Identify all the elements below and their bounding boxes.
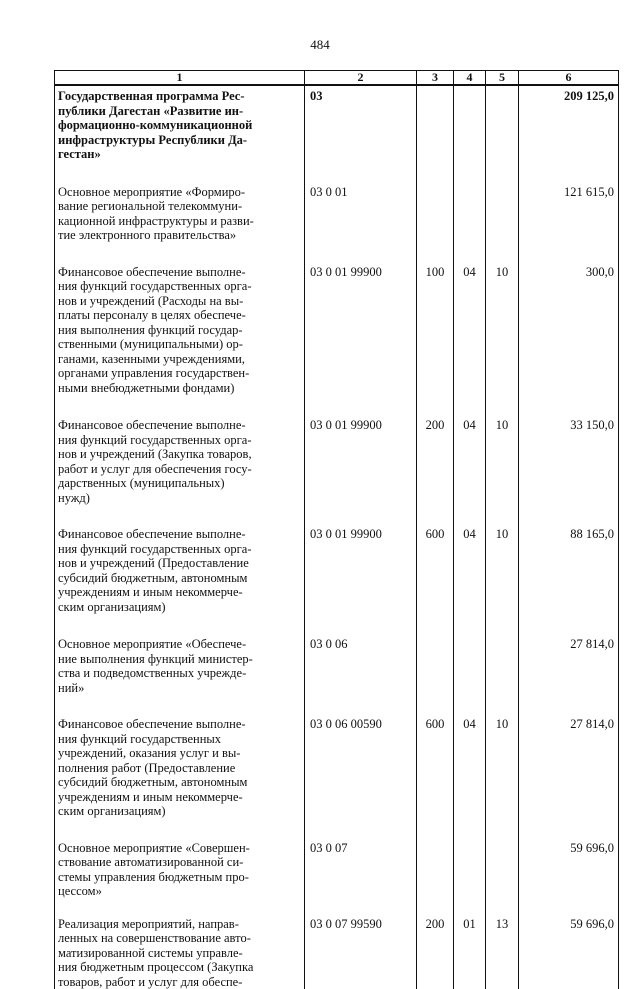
row-expense-type	[417, 838, 454, 914]
description-line: ния функций государственных орга-	[58, 542, 301, 557]
description-line: Государственная программа Рес-	[58, 89, 301, 104]
description-line: тие электронного правительства»	[58, 228, 301, 243]
row-section	[454, 634, 486, 714]
table-row	[55, 182, 619, 262]
row-section	[454, 838, 486, 914]
table-row	[55, 914, 619, 989]
row-code: 03 0 01 99900	[305, 415, 417, 524]
description-line: товаров, работ и услуг для обеспе-	[58, 975, 301, 989]
description-line: ганами, казенными учреждениями,	[58, 352, 301, 367]
description-line: учреждениям и иным некоммерче-	[58, 790, 301, 805]
row-subsection	[486, 85, 519, 182]
row-expense-type: 600	[417, 714, 454, 838]
row-amount: 27 814,0	[519, 634, 619, 714]
row-code: 03 0 06	[305, 634, 417, 714]
description-line: инфраструктуры Республики Да-	[58, 133, 301, 148]
table-row	[55, 714, 619, 838]
row-subsection: 10	[486, 714, 519, 838]
budget-table	[54, 70, 619, 989]
row-description	[55, 914, 305, 989]
row-section: 04	[454, 714, 486, 838]
row-description	[55, 262, 305, 416]
description-line: нов и учреждений (Расходы на вы-	[58, 294, 301, 309]
description-line: публики Дагестан «Развитие ин-	[58, 104, 301, 119]
description-line: Реализация мероприятий, направ-	[58, 917, 301, 932]
description-line: ний»	[58, 681, 301, 696]
description-line: нужд)	[58, 491, 301, 506]
table-row	[55, 415, 619, 524]
header-col-4: 4	[454, 71, 486, 86]
row-amount: 33 150,0	[519, 415, 619, 524]
description-line: Основное мероприятие «Обеспече-	[58, 637, 301, 652]
row-expense-type: 200	[417, 415, 454, 524]
description-line: органами управления государствен-	[58, 366, 301, 381]
row-section: 04	[454, 415, 486, 524]
row-subsection	[486, 634, 519, 714]
table-row	[55, 262, 619, 416]
description-line: ния выполнения функций государ-	[58, 323, 301, 338]
description-line: субсидий бюджетным, автономным	[58, 571, 301, 586]
row-amount: 59 696,0	[519, 914, 619, 989]
description-line: ским организациям)	[58, 600, 301, 615]
table-row	[55, 634, 619, 714]
description-line: нов и учреждений (Закупка товаров,	[58, 447, 301, 462]
description-line: Финансовое обеспечение выполне-	[58, 717, 301, 732]
description-line: субсидий бюджетным, автономным	[58, 775, 301, 790]
description-line: гестан»	[58, 147, 301, 162]
row-subsection: 10	[486, 524, 519, 634]
description-line: учреждениям и иным некоммерче-	[58, 585, 301, 600]
row-code: 03 0 01 99900	[305, 524, 417, 634]
row-amount: 300,0	[519, 262, 619, 416]
description-line: ским организациям)	[58, 804, 301, 819]
row-expense-type: 200	[417, 914, 454, 989]
description-line: ния функций государственных	[58, 732, 301, 747]
row-code: 03 0 07 99590	[305, 914, 417, 989]
header-col-3: 3	[417, 71, 454, 86]
description-line: Финансовое обеспечение выполне-	[58, 527, 301, 542]
row-amount: 121 615,0	[519, 182, 619, 262]
description-line: ния функций государственных орга-	[58, 433, 301, 448]
row-amount: 209 125,0	[519, 85, 619, 182]
row-section: 01	[454, 914, 486, 989]
row-subsection: 10	[486, 415, 519, 524]
row-description	[55, 182, 305, 262]
description-line: ными внебюджетными фондами)	[58, 381, 301, 396]
row-amount: 59 696,0	[519, 838, 619, 914]
description-line: матизированной системы управле-	[58, 946, 301, 961]
header-col-6: 6	[519, 71, 619, 86]
description-line: кационной инфраструктуры и разви-	[58, 214, 301, 229]
header-col-2: 2	[305, 71, 417, 86]
row-expense-type	[417, 182, 454, 262]
table-row	[55, 85, 619, 182]
description-line: работ и услуг для обеспечения госу-	[58, 462, 301, 477]
row-section	[454, 85, 486, 182]
row-code: 03 0 06 00590	[305, 714, 417, 838]
row-code: 03	[305, 85, 417, 182]
description-line: учреждений, оказания услуг и вы-	[58, 746, 301, 761]
description-line: платы персоналу в целях обеспече-	[58, 308, 301, 323]
description-line: ства и подведомственных учрежде-	[58, 666, 301, 681]
row-section	[454, 182, 486, 262]
description-line: Финансовое обеспечение выполне-	[58, 265, 301, 280]
row-description	[55, 415, 305, 524]
description-line: цессом»	[58, 884, 301, 899]
row-description	[55, 838, 305, 914]
page-number: 484	[0, 37, 640, 53]
row-expense-type	[417, 634, 454, 714]
row-subsection	[486, 182, 519, 262]
description-line: ленных на совершенствование авто-	[58, 931, 301, 946]
description-line: вание региональной телекоммуни-	[58, 199, 301, 214]
row-subsection: 10	[486, 262, 519, 416]
row-code: 03 0 07	[305, 838, 417, 914]
description-line: формационно-коммуникационной	[58, 118, 301, 133]
row-section: 04	[454, 262, 486, 416]
row-description	[55, 634, 305, 714]
table-body	[55, 85, 619, 989]
description-line: полнения работ (Предоставление	[58, 761, 301, 776]
description-line: Основное мероприятие «Формиро-	[58, 185, 301, 200]
row-subsection	[486, 838, 519, 914]
row-subsection: 13	[486, 914, 519, 989]
row-expense-type: 100	[417, 262, 454, 416]
row-amount: 88 165,0	[519, 524, 619, 634]
row-code: 03 0 01 99900	[305, 262, 417, 416]
table-row	[55, 838, 619, 914]
row-description	[55, 85, 305, 182]
description-line: стемы управления бюджетным про-	[58, 870, 301, 885]
description-line: нов и учреждений (Предоставление	[58, 556, 301, 571]
description-line: ствование автоматизированной си-	[58, 855, 301, 870]
description-line: ние выполнения функций министер-	[58, 652, 301, 667]
description-line: ния бюджетным процессом (Закупка	[58, 960, 301, 975]
description-line: Основное мероприятие «Совершен-	[58, 841, 301, 856]
description-line: ственными (муниципальными) ор-	[58, 337, 301, 352]
row-expense-type: 600	[417, 524, 454, 634]
header-col-1: 1	[55, 71, 305, 86]
row-expense-type	[417, 85, 454, 182]
description-line: дарственных (муниципальных)	[58, 476, 301, 491]
description-line: ния функций государственных орга-	[58, 279, 301, 294]
row-description	[55, 714, 305, 838]
row-description	[55, 524, 305, 634]
row-code: 03 0 01	[305, 182, 417, 262]
row-amount: 27 814,0	[519, 714, 619, 838]
description-line: Финансовое обеспечение выполне-	[58, 418, 301, 433]
table-row	[55, 524, 619, 634]
row-section: 04	[454, 524, 486, 634]
table-header-row	[55, 71, 619, 86]
header-col-5: 5	[486, 71, 519, 86]
